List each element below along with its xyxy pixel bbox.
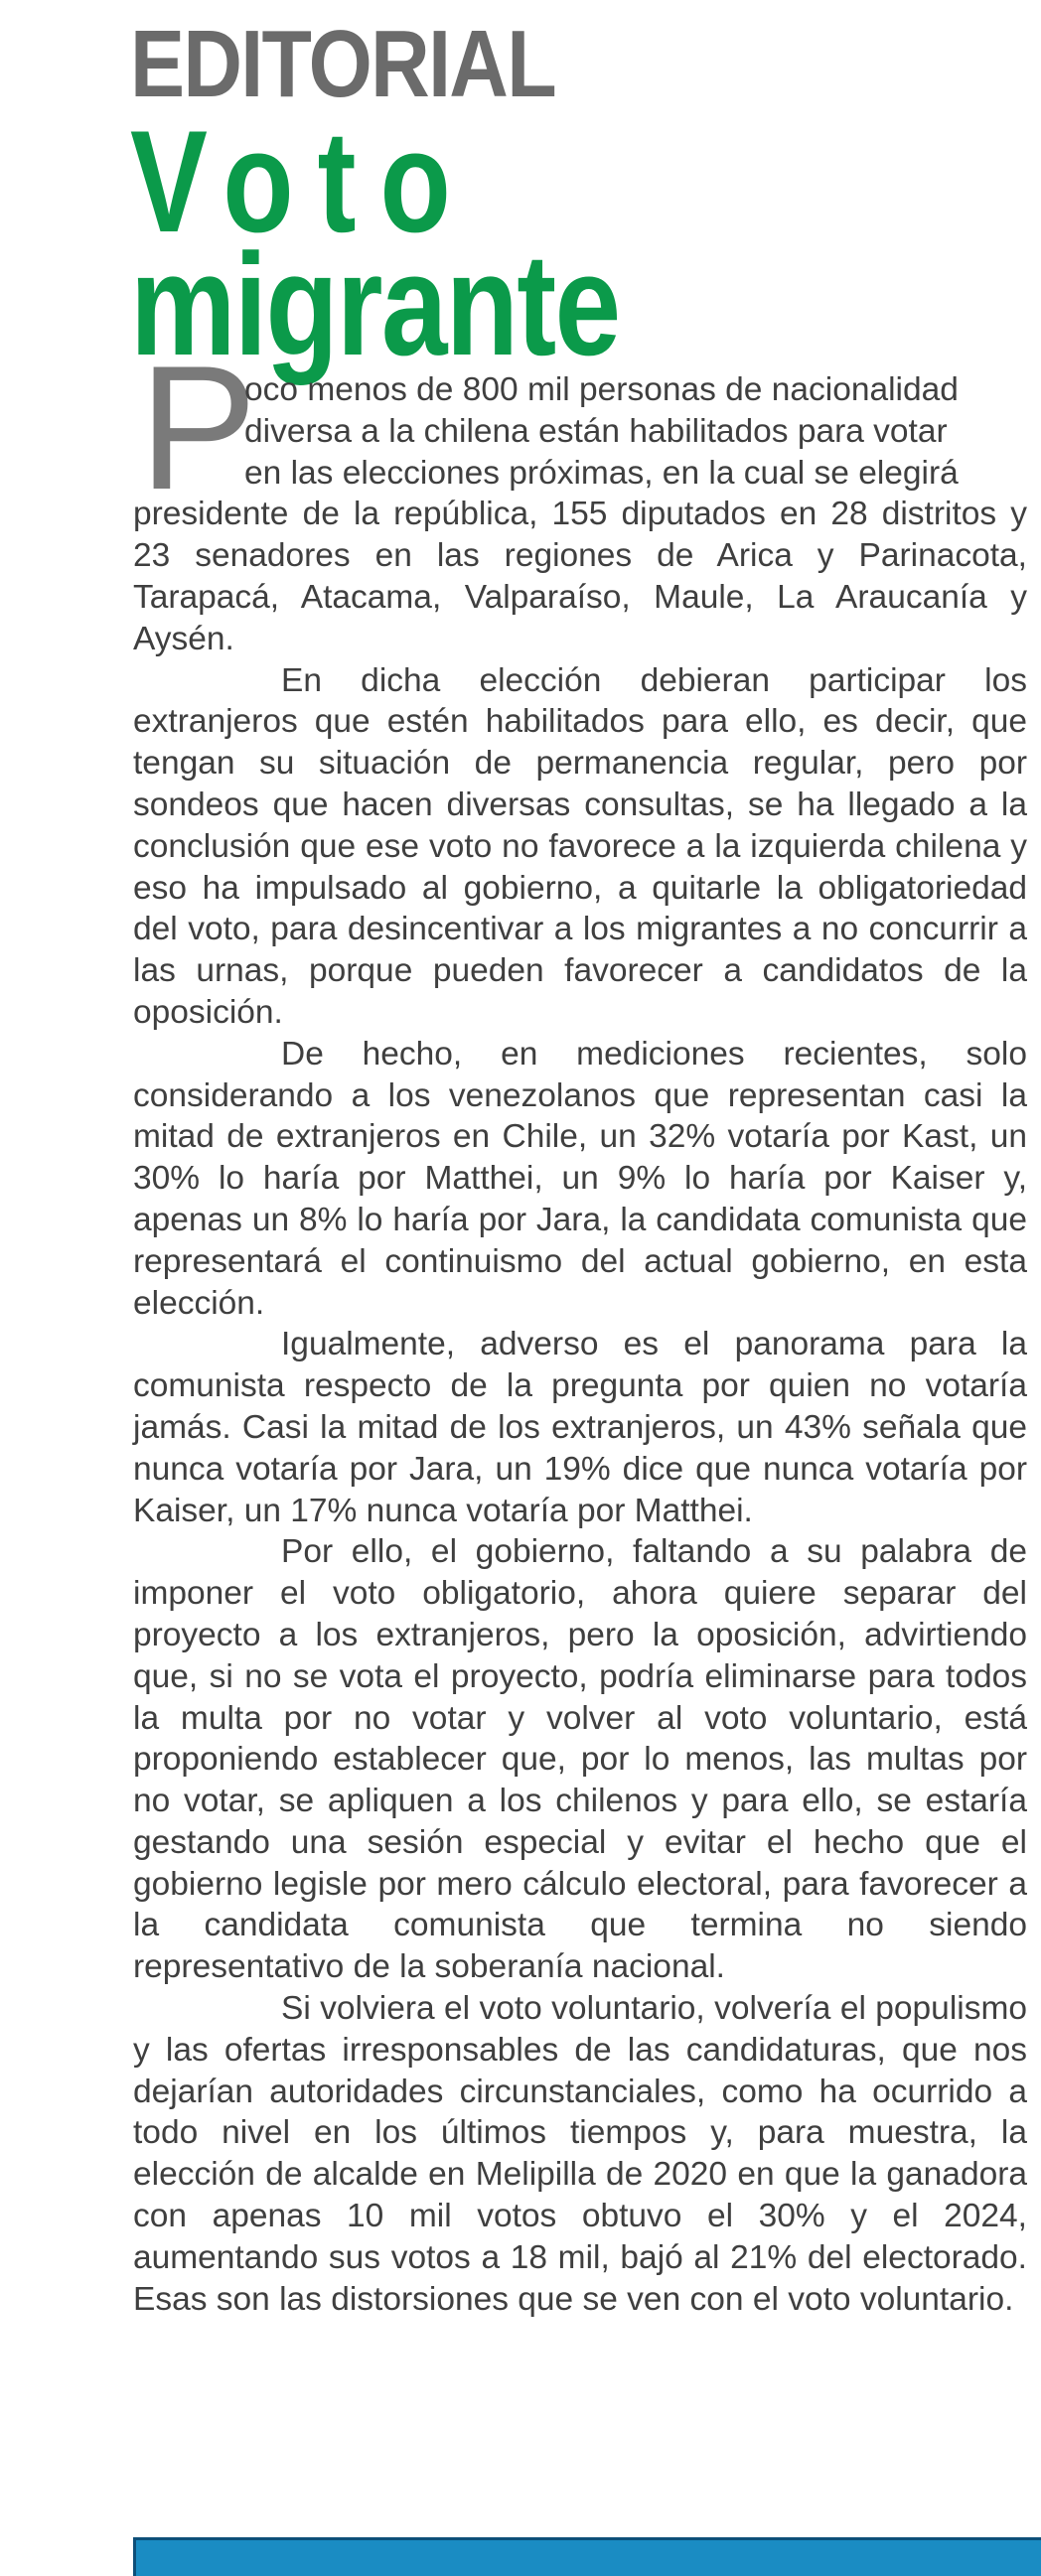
drop-cap: P	[139, 329, 257, 526]
paragraph-1-line-3: en las elecciones próximas, en la cual se elegirá	[244, 454, 959, 492]
headline-line-1: Voto	[130, 100, 475, 262]
paragraph-6: Si volviera el voto voluntario, volvería el populismo y las ofertas irresponsables de las candidaturas, que nos dejarían autoridades circunstanciales, como ha ocurrido a todo nivel en los últimos tiempos y, para muestra, la elección de alcalde en Melipilla de 2020 en que la ganadora con apenas 10 mil votos obtuvo el 30% y el 2024, aumentando sus votos a 18 mil, bajó al 21% del electorado. Esas son las distorsiones que se ven con el voto voluntario.	[133, 1990, 1027, 2318]
paragraph-3: De hecho, en mediciones recientes, solo considerando a los venezolanos que representan casi la mitad de extranjeros en Chile, un 32% votaría por Kast, un 30% lo haría por Matthei, un 9% lo haría por Kaiser y, apenas un 8% lo haría por Jara, la candidata comunista que representará el continuismo del actual gobierno, en esta elección.	[133, 1035, 1027, 1322]
section-kicker: EDITORIAL	[130, 11, 555, 117]
paragraph-1-line-2: diversa a la chilena están habilitados para votar	[244, 412, 948, 450]
bottom-blue-bar	[133, 2537, 1041, 2576]
article-body	[133, 369, 1027, 2320]
headline-line-2: migrante	[130, 223, 620, 385]
paragraph-1-rest: presidente de la república, 155 diputados en 28 distritos y 23 senadores en las regiones de Arica y Parinacota, Tarapacá, Atacama, Valparaíso, Maule, La Araucanía y Aysén.	[133, 496, 1027, 657]
paragraph-5: Por ello, el gobierno, faltando a su palabra de imponer el voto obligatorio, ahora quiere separar del proyecto a los extranjeros, pero la oposición, advirtiendo que, si no se vota el proyecto, podría eliminarse para todos la multa por no votar y volver al voto voluntario, está proponiendo establecer que, por lo menos, las multas por no votar, se apliquen a los chilenos y para ello, se estaría gestando una sesión especial y evitar el hecho que el gobierno legisle por mero cálculo electoral, para favorecer a la candidata comunista que termina no siendo representativo de la soberanía nacional.	[133, 1533, 1027, 1986]
paragraph-4: Igualmente, adverso es el panorama para la comunista respecto de la pregunta por quien no votaría jamás. Casi la mitad de los extranjeros, un 43% señala que nunca votaría por Jara, un 19% dice que nunca votaría por Kaiser, un 17% nunca votaría por Matthei.	[133, 1326, 1027, 1529]
paragraph-1-line-1: oco menos de 800 mil personas de nacionalidad	[244, 371, 959, 408]
paragraph-2: En dicha elección debieran participar los extranjeros que estén habilitados para ello, es decir, que tengan su situación de permanencia regular, pero por sondeos que hacen diversas consultas, se ha llegado a la conclusión que ese voto no favorece a la izquierda chilena y eso ha impulsado al gobierno, a quitarle la obligatoriedad del voto, para desincentivar a los migrantes a no concurrir a las urnas, porque pueden favorecer a candidatos de la oposición.	[133, 661, 1027, 1031]
